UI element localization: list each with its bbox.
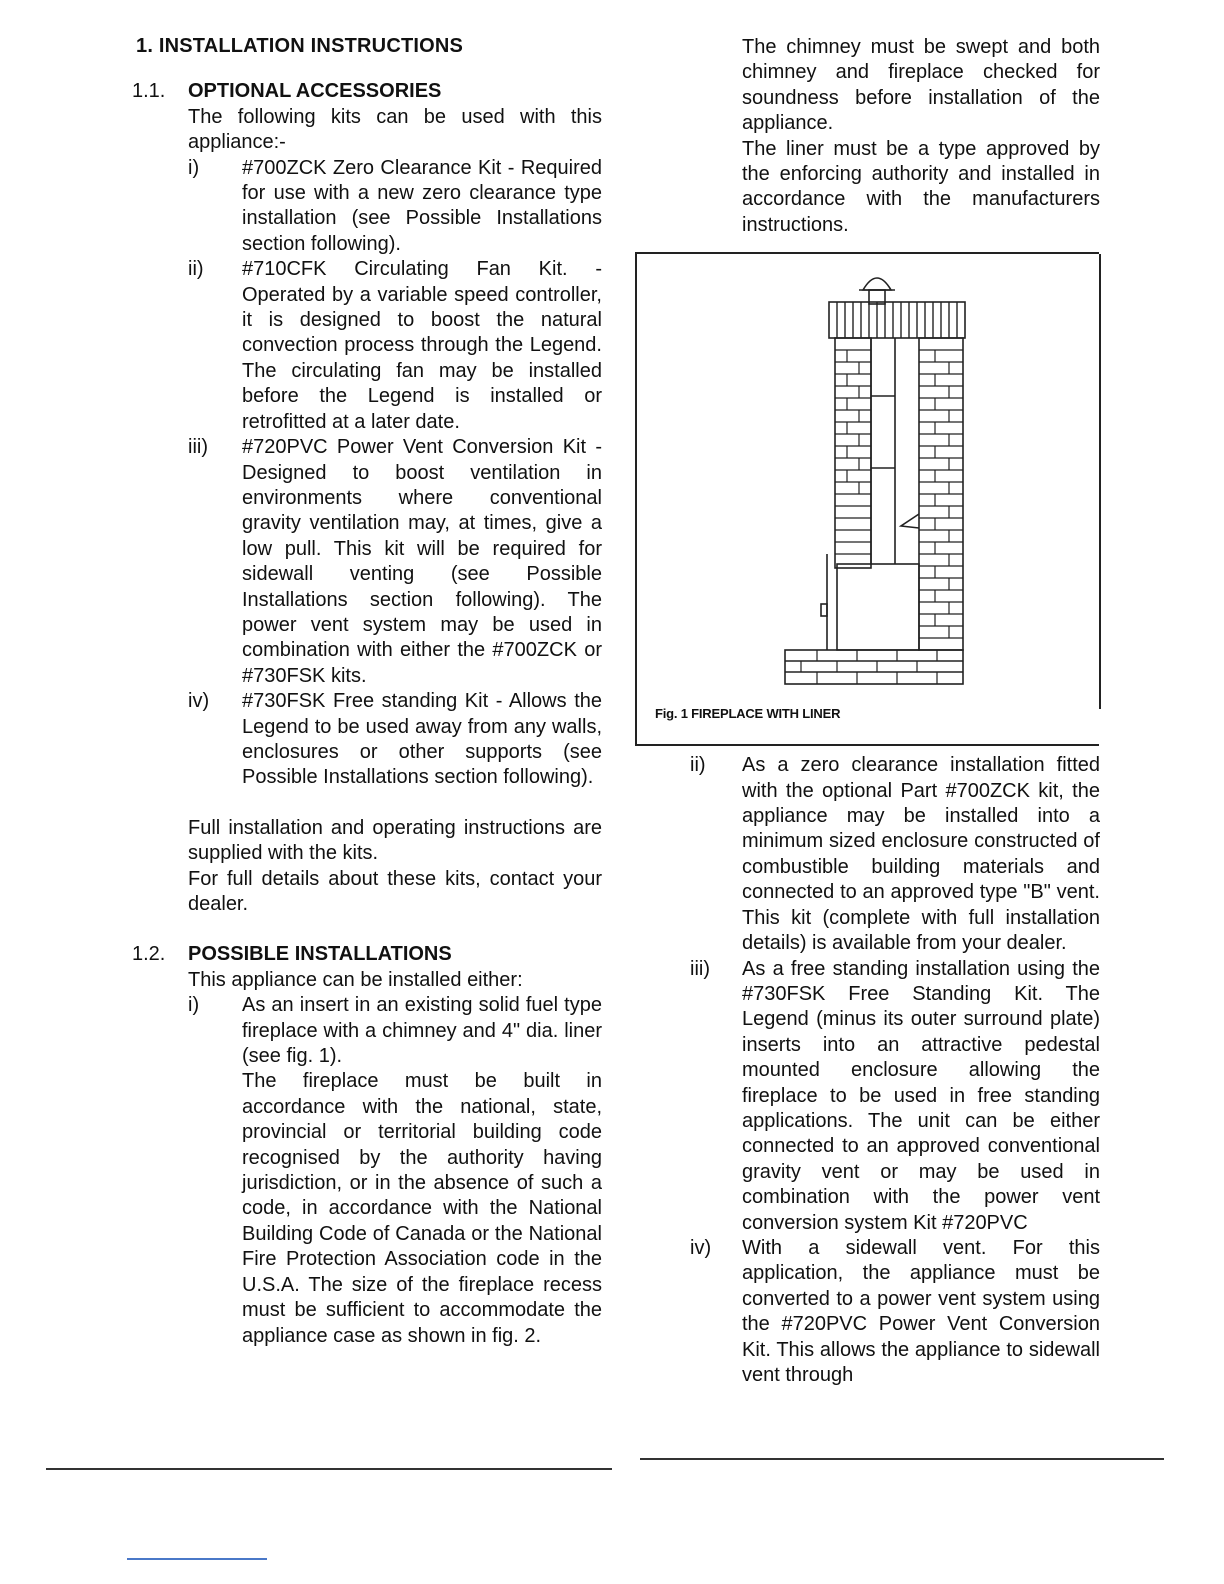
installation-item (690, 957, 1100, 1236)
item-text: As a zero clearance installation fitted with the optional Part #700ZCK kit, the appliance may be installed into a minimum sized enclosure constructed of combustible building materials and connected to an approved type "B" vent. This kit (complete with full installation details) is available from your dealer. (742, 754, 1100, 955)
left-column (132, 34, 602, 1349)
item-numeral: iii) (188, 436, 208, 459)
item-text: #710CFK Circulating Fan Kit. - Operated by a variable speed controller, it is designed to boost the natural convection process through the Legend. The circulating fan may be installed before the Legend is installed or retrofitted at a later date. (242, 258, 602, 433)
footer-rule-right (640, 1458, 1164, 1460)
item-numeral: i) (188, 994, 200, 1017)
section-1-2-heading (132, 942, 602, 967)
section-heading-text: OPTIONAL ACCESSORIES (188, 80, 442, 103)
item-numeral: iv) (188, 690, 210, 713)
accessory-item (188, 435, 602, 689)
dealer-note: For full details about these kits, contact your dealer. (188, 867, 602, 915)
item-text: #730FSK Free standing Kit - Allows the Legend to be used away from any walls, enclosures or other supports (see Possible Installations section following). (242, 690, 602, 789)
accessories-intro: The following kits can be used with this appliance:- (188, 105, 602, 154)
item-text: With a sidewall vent. For this application, the appliance must be converted to a power vent system using the #720PVC Power Vent Conversion Kit. This allows the appliance to sidewall vent through (742, 1236, 1100, 1386)
installation-item (690, 1236, 1100, 1388)
section-title: 1. INSTALLATION INSTRUCTIONS (136, 35, 464, 57)
chimney-cap-icon (863, 278, 891, 290)
item-text-continued: The fireplace must be built in accordance with the national, state, provincial or territorial building code recognised by the authority having jurisdiction, or in the absence of such a code, in accordance with the National Building Code of Canada or the National Fire Protection Association code in the U.S.A. The size of the fireplace recess must be sufficient to accommodate the appliance case as shown in fig. 2. (242, 1070, 602, 1347)
item-numeral: ii) (188, 258, 204, 281)
installation-item (188, 993, 602, 1349)
chimney-note: The chimney must be swept and both chimney and fireplace checked for soundness before installation of the appliance. (742, 36, 1100, 135)
item-text: As a free standing installation using the #730FSK Free Standing Kit. The Legend (minus its outer surround plate) inserts into an attractive pedestal mounted enclosure allowing the fireplace to be used in free standing applications. The unit can be either connected to an approved conventional gravity vent or may be used in combination with the power vent conversion system Kit #720PVC (742, 957, 1100, 1234)
accessory-item (188, 257, 602, 435)
item-numeral: iii) (690, 957, 710, 980)
section-heading-text: POSSIBLE INSTALLATIONS (188, 943, 452, 966)
item-numeral: ii) (690, 754, 706, 777)
figure-fireplace-with-liner (635, 252, 1099, 746)
kits-note: Full installation and operating instructions are supplied with the kits. (188, 816, 602, 865)
item-numeral: i) (188, 156, 200, 179)
item-numeral: iv) (690, 1236, 712, 1259)
footer-rule-left (46, 1468, 612, 1470)
accessory-item (188, 156, 602, 258)
installation-item (690, 753, 1100, 956)
section-number: 1.2. (132, 943, 166, 966)
figure-caption: Fig. 1 FIREPLACE WITH LINER (655, 706, 841, 721)
section-1-1-heading (132, 79, 602, 104)
liner-note: The liner must be a type approved by the enforcing authority and installed in accordance with the manufacturers instructions. (742, 137, 1100, 236)
installations-intro: This appliance can be installed either: (188, 968, 523, 991)
footer-link-underline (127, 1558, 267, 1560)
item-text: As an insert in an existing solid fuel type fireplace with a chimney and 4" dia. liner (see fig. 1). (242, 994, 602, 1068)
accessory-item (188, 689, 602, 791)
section-number: 1.1. (132, 80, 166, 103)
item-text: #720PVC Power Vent Conversion Kit - Designed to boost ventilation in environments where conventional gravity ventilation may, at times, give a low pull. This kit will be required for sidewall venting (see Possible Installations section following). The power vent system may be used in combination with either the #700ZCK or #730FSK kits. (242, 436, 602, 687)
item-text: #700ZCK Zero Clearance Kit - Required for use with a new zero clearance type installation (see Possible Installations section following). (242, 156, 602, 255)
chimney-diagram (777, 264, 977, 704)
